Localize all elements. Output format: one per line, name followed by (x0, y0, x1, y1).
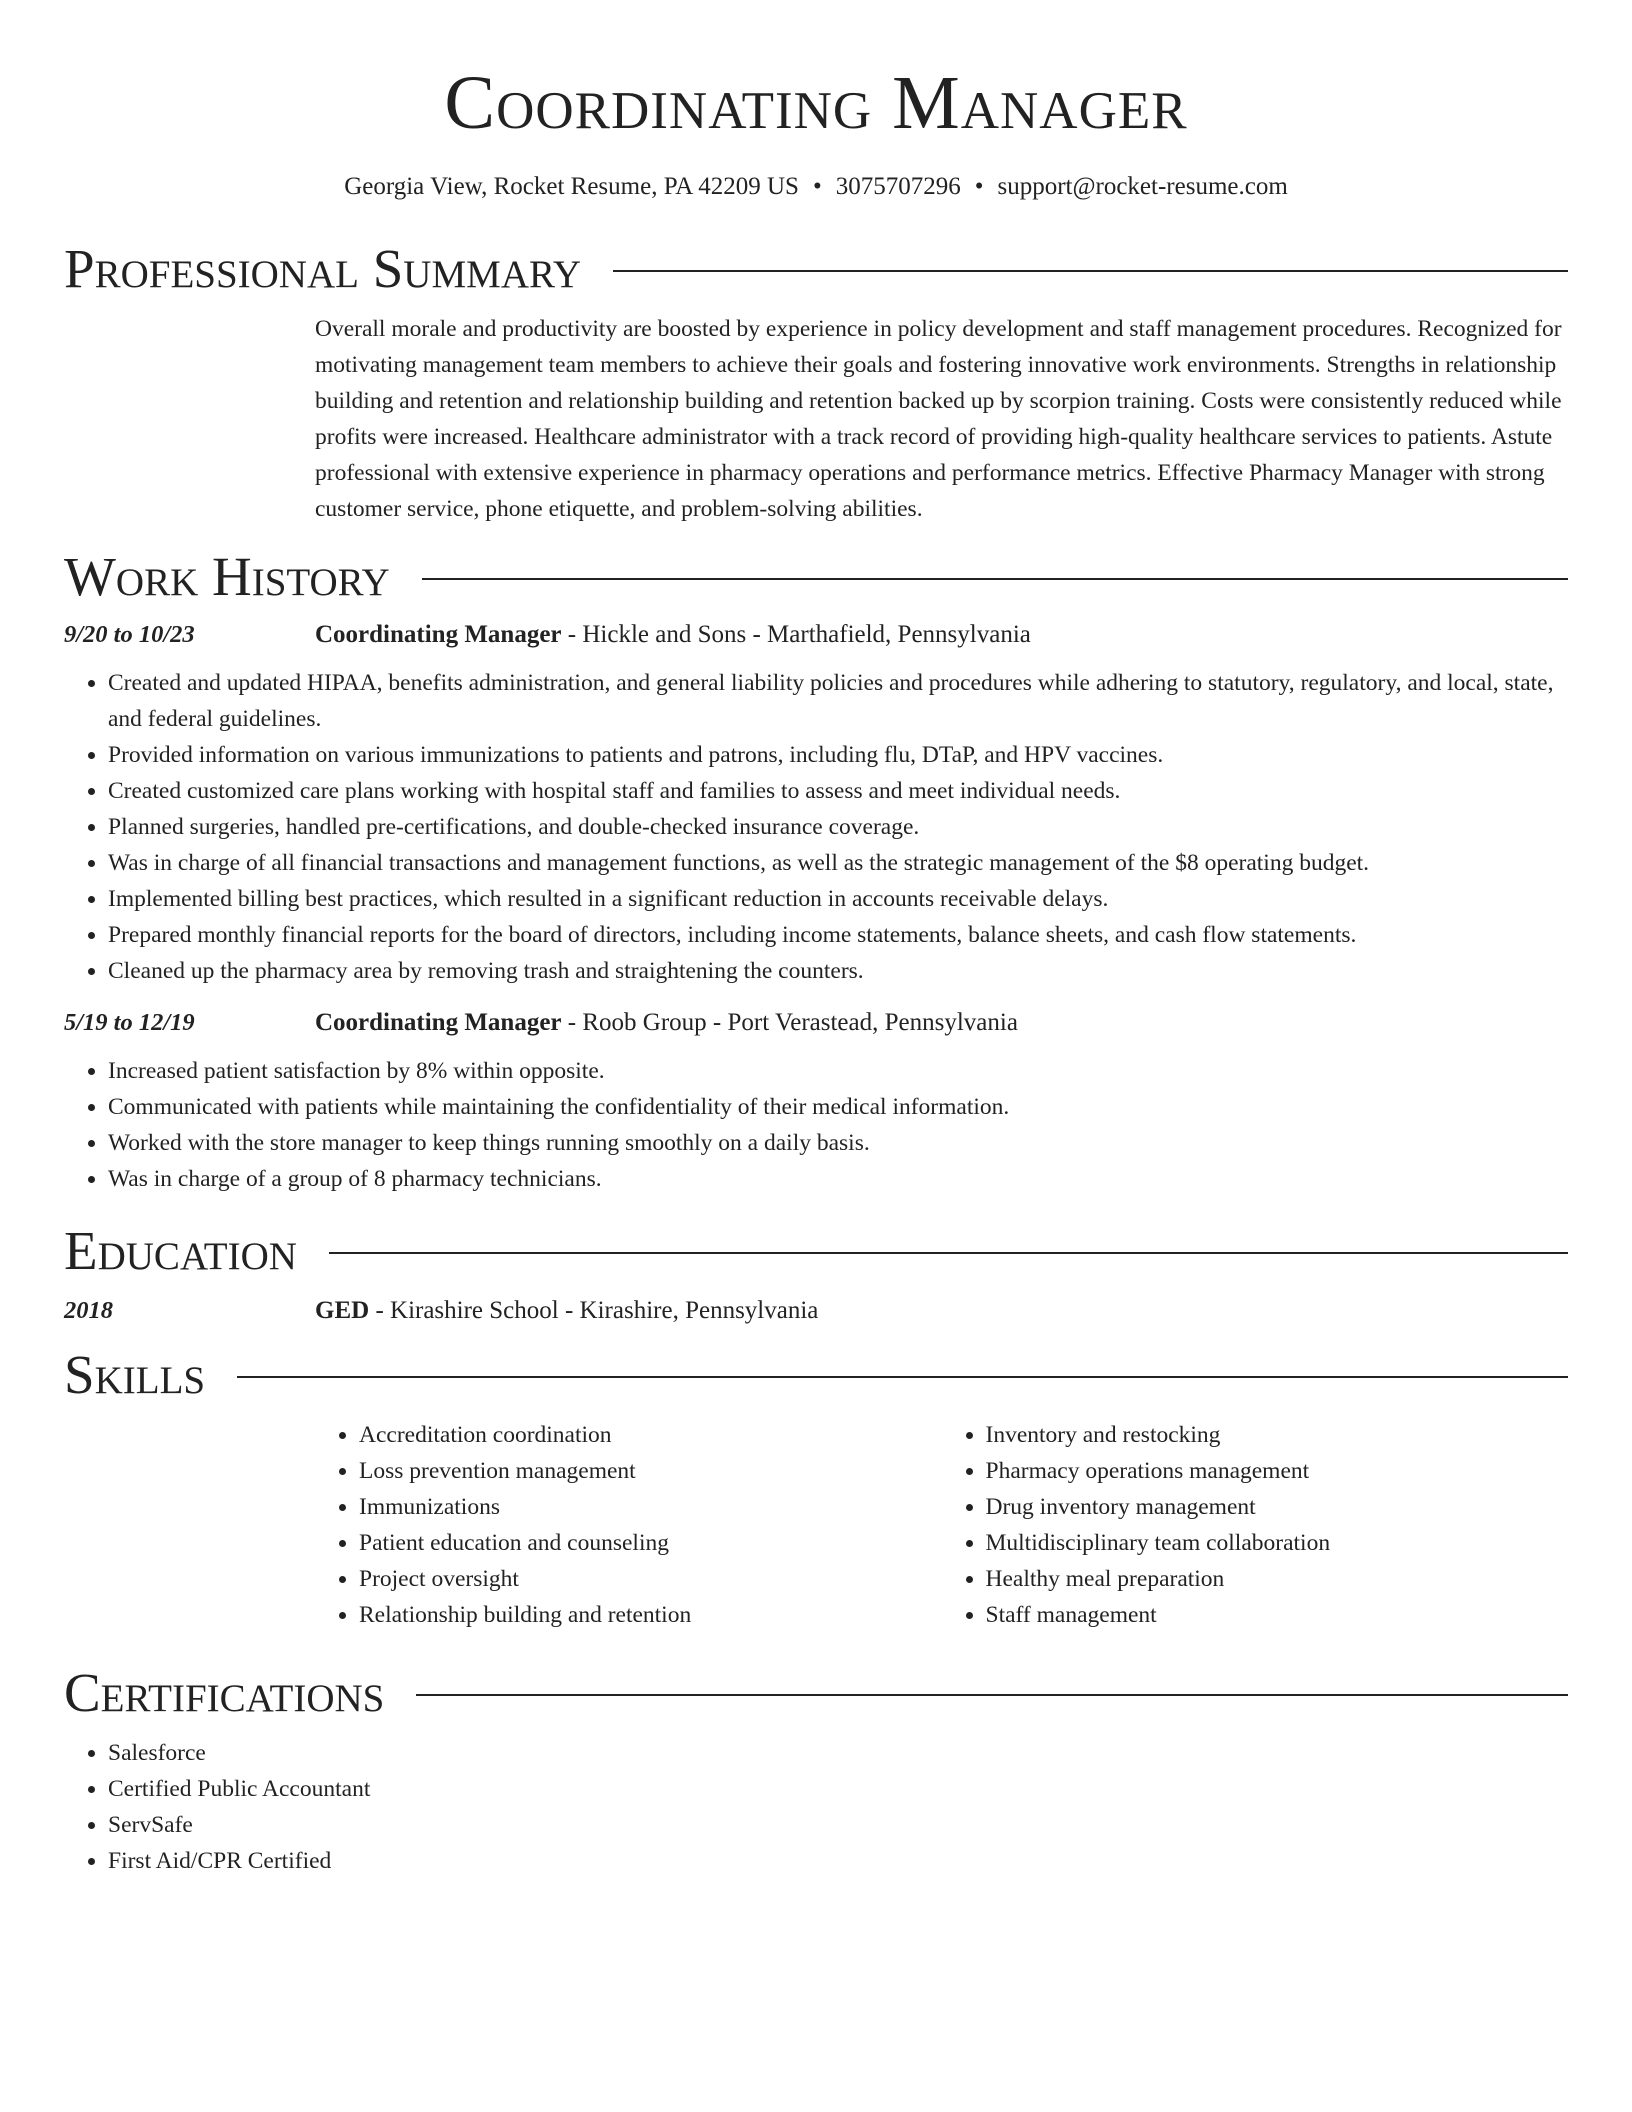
list-item: • Cleaned up the pharmacy area by removing trash and straightening the counters. (108, 953, 1568, 989)
work-history-list (64, 621, 1568, 1197)
work-section-title: Work History (64, 546, 390, 607)
summary-section-title: Professional Summary (64, 238, 582, 299)
section-divider (329, 1252, 1568, 1254)
list-item: • ServSafe (108, 1807, 1568, 1843)
summary-text: Overall morale and productivity are boosted by experience in policy development and staff management procedures. Recognized for motivating management team members to achieve their goals and fostering innovative work environments. Strengths in relationship building and retention and relationship building and retention backed up by scorpion training. Costs were consistently reduced while profits were increased. Healthcare administrator with a track record of providing high-quality healthcare services to patients. Astute professional with extensive experience in pharmacy operations and performance metrics. Effective Pharmacy Manager with strong customer service, phone etiquette, and problem-solving abilities. (315, 316, 1562, 522)
list-item: • Communicated with patients while maintaining the confidentiality of their medical information. (108, 1089, 1568, 1125)
education-entry (64, 1297, 1568, 1325)
education-degree: GED (315, 1297, 370, 1324)
list-item: • Certified Public Accountant (108, 1771, 1568, 1807)
list-item: • Provided information on various immunizations to patients and patrons, including flu, DTaP, and HPV vaccines. (108, 737, 1568, 773)
list-item: • Accreditation coordination (359, 1417, 942, 1453)
list-item: • Immunizations (359, 1489, 942, 1525)
contact-email: support@rocket-resume.com (997, 173, 1288, 200)
education-title (315, 1297, 818, 1325)
list-item: • Was in charge of a group of 8 pharmacy technicians. (108, 1161, 1568, 1197)
contact-line (64, 172, 1568, 202)
job-header (64, 1009, 1568, 1037)
summary-section-header (64, 239, 1568, 299)
list-item: • Worked with the store manager to keep things running smoothly on a daily basis. (108, 1125, 1568, 1161)
job-role: Coordinating Manager (315, 621, 562, 648)
list-item: • Planned surgeries, handled pre-certifications, and double-checked insurance coverage. (108, 809, 1568, 845)
skills-column-left (315, 1417, 942, 1633)
list-item: • Project oversight (359, 1561, 942, 1597)
list-item: • Pharmacy operations management (986, 1453, 1569, 1489)
education-details: - Kirashire School - Kirashire, Pennsylvania (369, 1297, 819, 1324)
list-item: • Salesforce (108, 1735, 1568, 1771)
list-item: • Multidisciplinary team collaboration (986, 1525, 1569, 1561)
education-section-header (64, 1221, 1568, 1281)
education-year: 2018 (64, 1297, 113, 1324)
list-item: • Inventory and restocking (986, 1417, 1569, 1453)
skills-section-title: Skills (64, 1344, 206, 1405)
contact-separator: • (974, 173, 984, 200)
list-item: • Was in charge of all financial transactions and management functions, as well as the strategic management of the $8 operating budget. (108, 845, 1568, 881)
job-entry (64, 1009, 1568, 1197)
job-role: Coordinating Manager (315, 1009, 562, 1036)
contact-phone: 3075707296 (835, 173, 961, 200)
list-item: • Created customized care plans working with hospital staff and families to assess and meet individual needs. (108, 773, 1568, 809)
list-item: • Prepared monthly financial reports for the board of directors, including income statements, balance sheets, and cash flow statements. (108, 917, 1568, 953)
candidate-name: Coordinating Manager (444, 61, 1188, 145)
certifications-section-header (64, 1663, 1568, 1723)
job-header (64, 621, 1568, 649)
section-divider (237, 1376, 1568, 1378)
list-item: • Healthy meal preparation (986, 1561, 1569, 1597)
list-item: • First Aid/CPR Certified (108, 1843, 1568, 1879)
education-section-title: Education (64, 1220, 297, 1281)
job-entry (64, 621, 1568, 989)
job-bullets (64, 665, 1568, 989)
job-bullets (64, 1053, 1568, 1197)
skills-section-header (64, 1345, 1568, 1405)
list-item: • Loss prevention management (359, 1453, 942, 1489)
job-dates: 5/19 to 12/19 (64, 1009, 195, 1036)
list-item: • Drug inventory management (986, 1489, 1569, 1525)
contact-separator: • (812, 173, 822, 200)
job-details: - Roob Group - Port Verastead, Pennsylvania (561, 1009, 1018, 1036)
contact-address: Georgia View, Rocket Resume, PA 42209 US (344, 173, 799, 200)
list-item: • Relationship building and retention (359, 1597, 942, 1633)
certifications-list (64, 1735, 1568, 1879)
skills-column-right (942, 1417, 1569, 1633)
job-details: - Hickle and Sons - Marthafield, Pennsylvania (561, 621, 1031, 648)
job-title (315, 621, 1031, 649)
list-item: • Increased patient satisfaction by 8% within opposite. (108, 1053, 1568, 1089)
list-item: • Implemented billing best practices, which resulted in a significant reduction in accounts receivable delays. (108, 881, 1568, 917)
section-divider (416, 1694, 1568, 1696)
list-item: • Patient education and counseling (359, 1525, 942, 1561)
work-section-header (64, 547, 1568, 607)
list-item: • Staff management (986, 1597, 1569, 1633)
list-item: • Created and updated HIPAA, benefits administration, and general liability policies and procedures while adhering to statutory, regulatory, and local, state, and federal guidelines. (108, 665, 1568, 737)
section-divider (422, 578, 1568, 580)
skills-grid (315, 1417, 1568, 1633)
certifications-section-title: Certifications (64, 1662, 385, 1723)
section-divider (613, 270, 1568, 272)
job-title (315, 1009, 1018, 1037)
job-dates: 9/20 to 10/23 (64, 621, 195, 648)
